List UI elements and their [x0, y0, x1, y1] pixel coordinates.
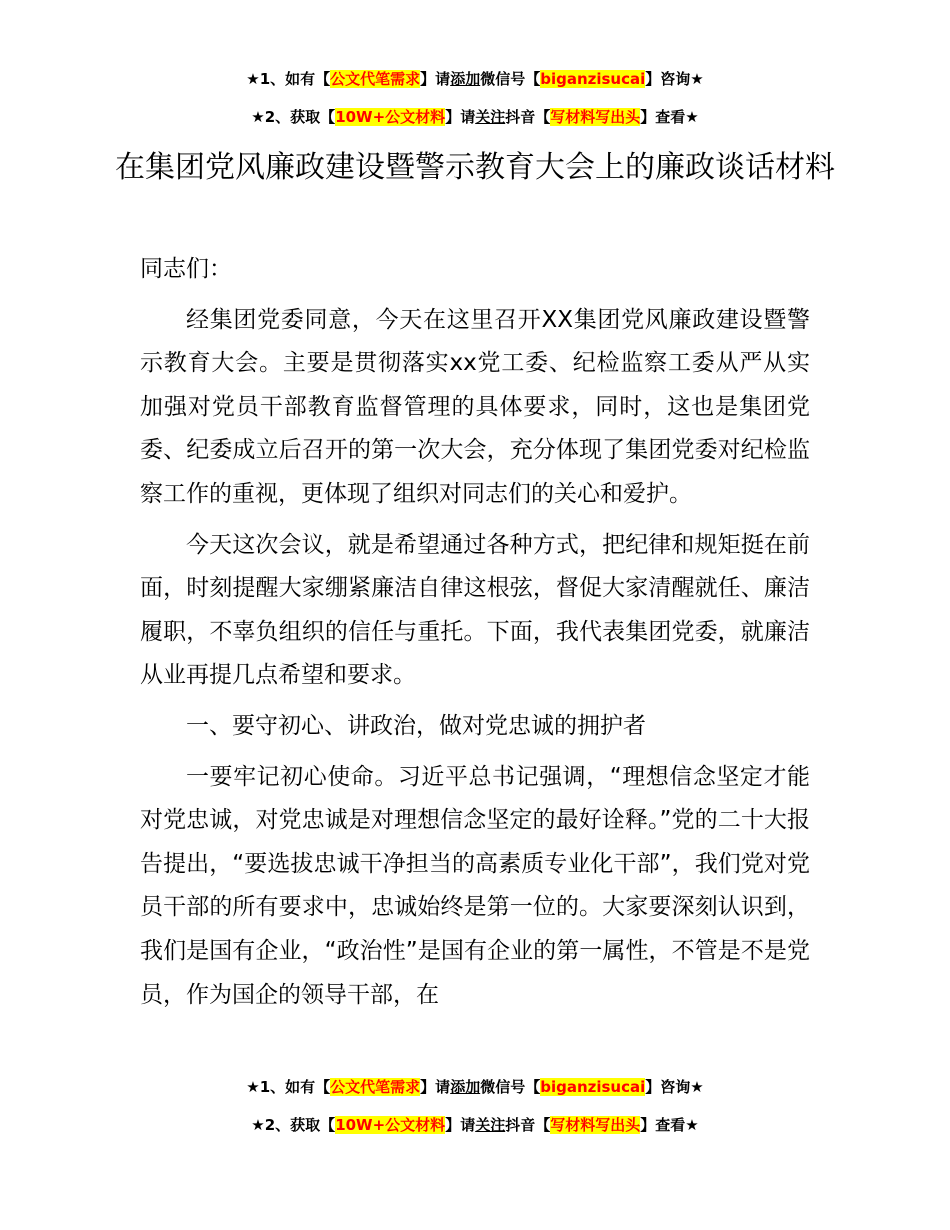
banner-text: 】咨询★	[645, 1078, 704, 1096]
banner-text: 】请	[420, 1078, 451, 1096]
document-body	[140, 248, 810, 1024]
bottom-banner-line-2	[0, 1114, 950, 1136]
banner-text: 抖音【	[505, 108, 551, 126]
banner-highlight: biganzisucai	[540, 1078, 646, 1096]
bottom-banner-line-1	[0, 1076, 950, 1098]
section-heading: 一、要守初心、讲政治，做对党忠诚的拥护者	[186, 712, 646, 739]
paragraph: 一要牢记初心使命。习近平总书记强调，“理想信念坚定才能对党忠诚，对党忠诚是对理想信念坚定的最好诠释。”党的二十大报告提出，“要选拔忠诚干净担当的高素质专业化干部”，我们党对党员干部的所有要求中，忠诚始终是第一位的。大家要深刻认识到，我们是国有企业，“政治性”是国有企业的第一属性，不管是不是党员，作为国企的领导干部，在	[140, 763, 810, 1008]
banner-underlined-text: 添加	[450, 1078, 481, 1096]
banner-highlight: 公文代笔需求	[330, 1078, 421, 1096]
top-banner-line-1	[0, 68, 950, 90]
banner-text: 】请	[420, 70, 451, 88]
top-banner-line-2	[0, 106, 950, 128]
banner-underlined-text: 关注	[475, 108, 506, 126]
banner-underlined-text: 关注	[475, 1116, 506, 1134]
banner-text: ★1、如有【	[246, 70, 331, 88]
banner-highlight: 10W+公文材料	[335, 1116, 446, 1134]
banner-text: ★2、获取【	[251, 108, 336, 126]
paragraph: 今天这次会议，就是希望通过各种方式，把纪律和规矩挺在前面，时刻提醒大家绷紧廉洁自律这根弦，督促大家清醒就任、廉洁履职，不辜负组织的信任与重托。下面，我代表集团党委，就廉洁从业再提几点希望和要求。	[140, 531, 810, 689]
document-title: 在集团党风廉政建设暨警示教育大会上的廉政谈话材料	[115, 150, 835, 185]
banner-text: 】查看★	[640, 108, 699, 126]
banner-underlined-text: 添加	[450, 70, 481, 88]
banner-highlight: 10W+公文材料	[335, 108, 446, 126]
banner-text: ★2、获取【	[251, 1116, 336, 1134]
banner-text: 抖音【	[505, 1116, 551, 1134]
banner-highlight: 写材料写出头	[550, 1116, 641, 1134]
banner-text: 】咨询★	[645, 70, 704, 88]
banner-text: 】请	[445, 108, 476, 126]
banner-text: 】请	[445, 1116, 476, 1134]
banner-text: ★1、如有【	[246, 1078, 331, 1096]
banner-text: 】查看★	[640, 1116, 699, 1134]
banner-text: 微信号【	[480, 70, 541, 88]
greeting: 同志们：	[140, 256, 232, 282]
banner-highlight: biganzisucai	[540, 70, 646, 88]
banner-highlight: 公文代笔需求	[330, 70, 421, 88]
paragraph: 经集团党委同意，今天在这里召开XX集团党风廉政建设暨警示教育大会。主要是贯彻落实xx党工委、纪检监察工委从严从实加强对党员干部教育监督管理的具体要求，同时，这也是集团党委、纪委成立后召开的第一次大会，充分体现了集团党委对纪检监察工作的重视，更体现了组织对同志们的关心和爱护。	[140, 306, 810, 507]
banner-highlight: 写材料写出头	[550, 108, 641, 126]
banner-text: 微信号【	[480, 1078, 541, 1096]
